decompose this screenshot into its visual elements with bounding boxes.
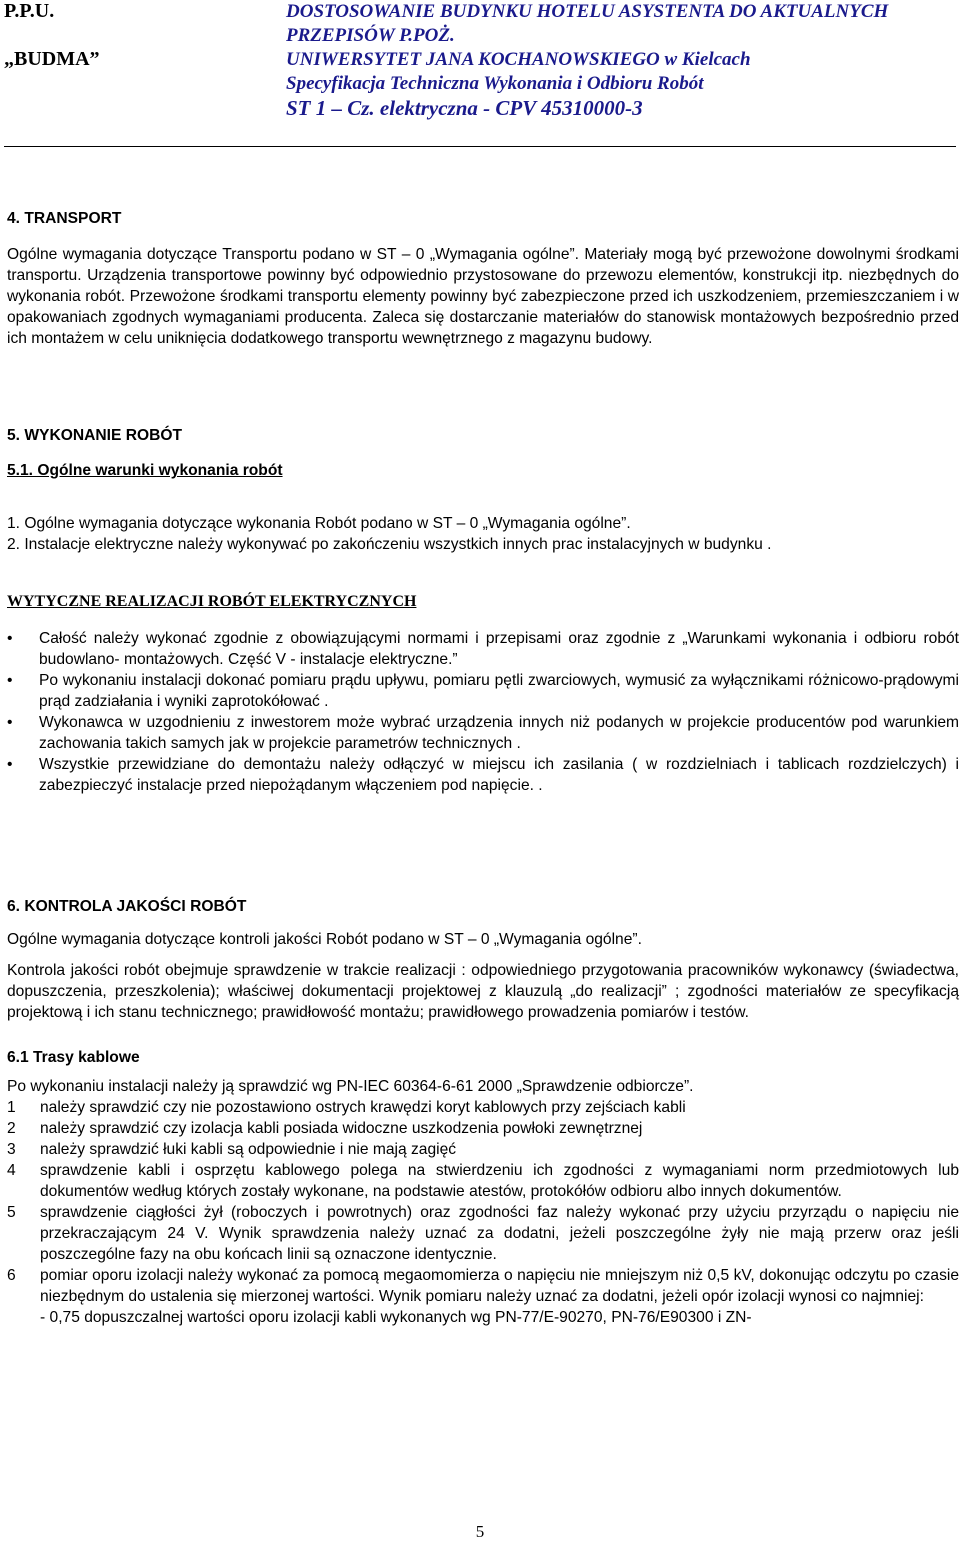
wytyczne-list [7, 628, 959, 796]
company-brand: „BUDMA” [4, 48, 100, 70]
section-5-heading: 5. WYKONANIE ROBÓT [7, 427, 183, 444]
bullet-icon: • [7, 672, 13, 689]
title-line-4: Specyfikacja Techniczna Wykonania i Odbioru Robót [286, 73, 704, 94]
section-5-1-heading: 5.1. Ogólne warunki wykonania robót [7, 462, 283, 479]
section-6-1-heading: 6.1 Trasy kablowe [7, 1049, 140, 1066]
section-4-heading: 4. TRANSPORT [7, 210, 122, 227]
bullet-icon: • [7, 756, 13, 773]
page-number: 5 [475, 1522, 485, 1541]
title-line-1: DOSTOSOWANIE BUDYNKU HOTELU ASYSTENTA DO AKTUALNYCH [286, 1, 889, 22]
list-item: 6 pomiar oporu izolacji należy wykonać za pomocą megaomomierza o napięciu nie mniejszym niż 0,5 kV, dokonując odczytu po czasie niezbędnym do ustalenia się mierzonej wartości. Wynik pomiaru należy uznać za dodatni, jeżeli opór izolacji wynosi co najmniej: [7, 1267, 959, 1305]
title-line-3: UNIWERSYTET JANA KOCHANOWSKIEGO w Kielcach [286, 49, 751, 70]
section-6-heading: 6. KONTROLA JAKOŚCI ROBÓT [7, 898, 247, 915]
list-item: • Po wykonaniu instalacji dokonać pomiaru prądu upływu, pomiaru pętli zwarciowych, wymusić za wyłącznikami różnicowo-prądowymi prąd zadziałania i wyniki zaprotokółować . [7, 672, 959, 710]
list-item: • Wszystkie przewidziane do demontażu należy odłączyć w miejscu ich zasilania ( w rozdzielniach i tablicach rozdzielczych) i zabezpieczyć instalacje przed niepożądanym włączeniem pod napięcie. . [7, 756, 959, 794]
document-body [7, 208, 959, 1328]
bullet-icon: • [7, 714, 13, 731]
list-item: 3 należy sprawdzić łuki kabli są odpowiednie i nie mają zagięć [7, 1141, 457, 1158]
list-item: • Wykonawca w uzgodnieniu z inwestorem może wybrać urządzenia innych niż podanych w projekcie producentów pod warunkiem zachowania takich samych jak w projekcie parametrów technicznych . [7, 714, 959, 752]
insulation-requirement-line: - 0,75 dopuszczalnej wartości oporu izolacji kabli wykonanych wg PN-77/E-90270, PN-76/E90300 i ZN- [40, 1309, 752, 1326]
header-rule [4, 146, 956, 147]
section-6-paragraph-2: Kontrola jakości robót obejmuje sprawdzenie w trakcie realizacji : odpowiedniego przygotowania pracowników wykonawcy (świadectwa, dopuszczenia, przeszkolenia); właściwej dokumentacji projektowej z klauzulą „do realizacji” ; zgodności materiałów ze specyfikacją projektową i ich stanu technicznego; prawidłowość montażu; prawidłowego prowadzenia pomiarów i testów. [7, 962, 959, 1021]
company-name: P.P.U. [4, 0, 55, 22]
document-title-block [286, 0, 888, 120]
list-item: 4 sprawdzenie kabli i osprzętu kablowego polega na stwierdzeniu ich zgodności z wymaganiami norm przedmiotowych lub dokumentów według których zostały wykonane, na podstawie atestów, protokółów odbioru albo innych dokumentów. [7, 1162, 959, 1200]
page-header [0, 0, 960, 150]
list-item: • Całość należy wykonać zgodnie z obowiązującymi normami i przepisami oraz zgodnie z „Warunkami wykonania i odbioru robót budowlano- montażowych. Część V - instalacje elektryczne.” [7, 630, 959, 668]
section-6-paragraph-1: Ogólne wymagania dotyczące kontroli jakości Robót podano w ST – 0 „Wymagania ogólne”. [7, 931, 642, 948]
title-line-5: ST 1 – Cz. elektryczna - CPV 45310000-3 [286, 96, 643, 120]
list-item: 5 sprawdzenie ciągłości żył (roboczych i powrotnych) oraz zgodności faz należy wykonać przy użyciu przyrządu o napięciu nie przekraczającym 24 V. Wynik sprawdzenia należy uznać za dodatni, jeżeli poszczególne żyły nie mają przerw oraz jeśli poszczególne fazy na obu końcach linii są oznaczone identycznie. [7, 1204, 959, 1263]
section-6-1-intro: Po wykonaniu instalacji należy ją sprawdzić wg PN-IEC 60364-6-61 2000 „Sprawdzenie odbiorcze”. [7, 1078, 694, 1095]
bullet-icon: • [7, 630, 13, 647]
wytyczne-heading: WYTYCZNE REALIZACJI ROBÓT ELEKTRYCZNYCH [7, 593, 417, 610]
section-5-item-1: 1. Ogólne wymagania dotyczące wykonania Robót podano w ST – 0 „Wymagania ogólne”. [7, 515, 631, 532]
section-5-item-2: 2. Instalacje elektryczne należy wykonywać po zakończeniu wszystkich innych prac instalacyjnych w budynku . [7, 536, 772, 553]
section-4-paragraph: Ogólne wymagania dotyczące Transportu podano w ST – 0 „Wymagania ogólne”. Materiały mogą być przewożone dowolnymi środkami transportu. Urządzenia transportowe powinny być odpowiednio przystosowane do przewozu elementów, konstrukcji itp. niezbędnych do wykonania robót. Przewożone środkami transportu elementy powinny być zabezpieczone przed ich uszkodzeniem, przemieszczaniem i w opakowaniach zgodnych wymaganiami producenta. Zaleca się dostarczanie materiałów do stanowisk montażowych bezpośrednio przed ich montażem w celu uniknięcia dodatkowego transportu wewnętrznego z magazynu budowy. [7, 246, 959, 347]
list-item: 2 należy sprawdzić czy izolacja kabli posiada widoczne uszkodzenia powłoki zewnętrznej [7, 1120, 643, 1137]
list-item: 1 należy sprawdzić czy nie pozostawiono ostrych krawędzi koryt kablowych przy zejściach kabli [7, 1099, 686, 1116]
checks-list [7, 1097, 959, 1307]
title-line-2: PRZEPISÓW P.POŻ. [286, 25, 455, 46]
